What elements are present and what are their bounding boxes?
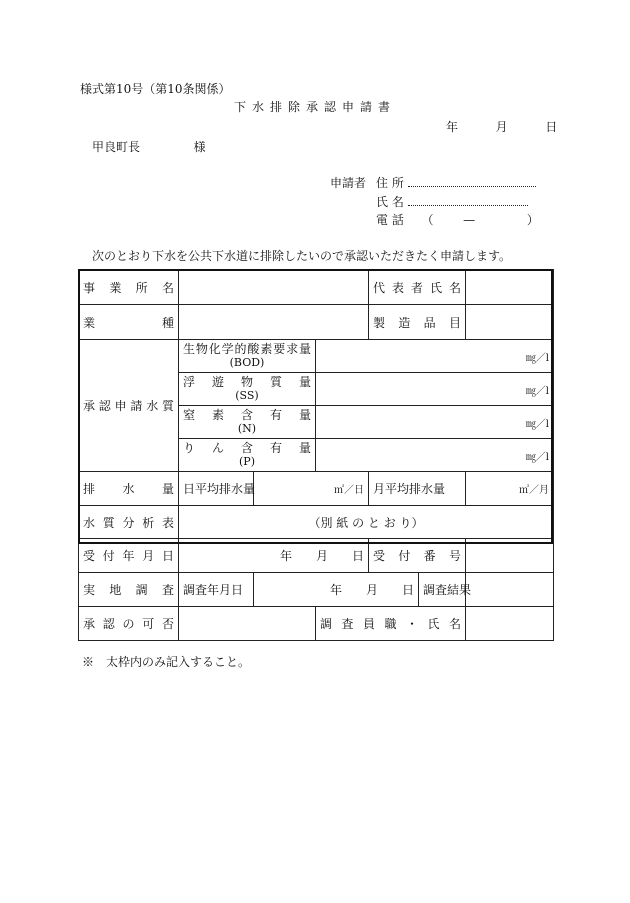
monthly-avg-field[interactable]: ㎥／月 xyxy=(466,472,554,506)
ss-label xyxy=(179,373,316,406)
p-label-text: りん含有量 xyxy=(183,441,311,455)
inspection-date-field[interactable]: 年 月 日 xyxy=(254,573,419,607)
inspection-result-label: 調査結果 xyxy=(419,573,466,607)
footnote: ※ 太枠内のみ記入すること。 xyxy=(82,655,251,669)
addressee-name: 甲良町長 xyxy=(92,140,141,154)
representative-field[interactable] xyxy=(466,270,554,305)
address-label: 住 所 xyxy=(376,176,404,190)
business-site-label: 事業所名 xyxy=(79,270,179,305)
phone-dash: — xyxy=(463,213,476,227)
inspection-result-field[interactable] xyxy=(466,573,554,607)
approval-label: 承認の可否 xyxy=(79,607,179,641)
discharge-label: 排水量 xyxy=(79,472,179,506)
phone-open: （ xyxy=(421,213,434,227)
p-label xyxy=(179,439,316,472)
ss-label-text: 浮遊物質量 xyxy=(183,375,311,389)
product-label: 製造品目 xyxy=(369,305,466,340)
p-code: (P) xyxy=(239,455,255,468)
representative-label: 代表者氏名 xyxy=(369,270,466,305)
bod-field[interactable]: ㎎／l xyxy=(316,340,554,373)
phone-close: ） xyxy=(526,213,539,227)
name-label: 氏 名 xyxy=(376,195,404,209)
receipt-date-label: 受付年月日 xyxy=(79,539,179,573)
date-line xyxy=(446,118,557,135)
application-table xyxy=(78,269,554,641)
n-label xyxy=(179,406,316,439)
analysis-note: （別 紙 の と お り） xyxy=(179,506,554,539)
industry-label: 業種 xyxy=(79,305,179,340)
industry-field[interactable] xyxy=(179,305,369,340)
product-field[interactable] xyxy=(466,305,554,340)
bod-label xyxy=(179,340,316,373)
receipt-date-field[interactable]: 年 月 日 xyxy=(179,539,369,573)
name-field[interactable] xyxy=(408,193,528,206)
n-code: (N) xyxy=(237,422,257,435)
applicant-label: 申請者 xyxy=(330,176,367,190)
phone-row[interactable] xyxy=(376,211,539,228)
receipt-no-label: 受付番号 xyxy=(369,539,466,573)
monthly-avg-label: 月平均排水量 xyxy=(369,472,466,506)
ss-code: (SS) xyxy=(235,389,259,402)
inspector-label: 調査員職・氏名 xyxy=(316,607,466,641)
addressee xyxy=(92,138,206,155)
month-label: 月 xyxy=(495,120,508,134)
n-label-text: 窒素含有量 xyxy=(183,408,311,422)
day-label: 日 xyxy=(545,120,558,134)
analysis-label: 水質分析表 xyxy=(79,506,179,539)
inspection-label: 実地調査 xyxy=(79,573,179,607)
ss-field[interactable]: ㎎／l xyxy=(316,373,554,406)
honorific: 様 xyxy=(193,140,206,154)
name-row[interactable] xyxy=(376,193,528,210)
p-field[interactable]: ㎎／l xyxy=(316,439,554,472)
daily-avg-field[interactable]: ㎥／日 xyxy=(254,472,369,506)
daily-avg-label: 日平均排水量 xyxy=(179,472,254,506)
address-field[interactable] xyxy=(408,174,536,187)
inspection-date-label: 調査年月日 xyxy=(179,573,254,607)
bod-code: (BOD) xyxy=(229,356,265,369)
form-number: 様式第10号（第10条関係） xyxy=(80,82,231,96)
document-title: 下水排除承認申請書 xyxy=(233,100,396,114)
business-site-field[interactable] xyxy=(179,270,369,305)
inspector-field[interactable] xyxy=(466,607,554,641)
address-row[interactable] xyxy=(376,174,536,191)
n-field[interactable]: ㎎／l xyxy=(316,406,554,439)
phone-label: 電 話 xyxy=(376,213,404,227)
bod-label-text: 生物化学的酸素要求量 xyxy=(183,342,311,356)
year-label: 年 xyxy=(446,120,459,134)
approval-field[interactable] xyxy=(179,607,316,641)
intro-text: 次のとおり下水を公共下水道に排除したいので承認いただきたく申請します。 xyxy=(92,249,512,263)
receipt-no-field[interactable] xyxy=(466,539,554,573)
water-quality-label: 承認申請水質 xyxy=(79,340,179,472)
